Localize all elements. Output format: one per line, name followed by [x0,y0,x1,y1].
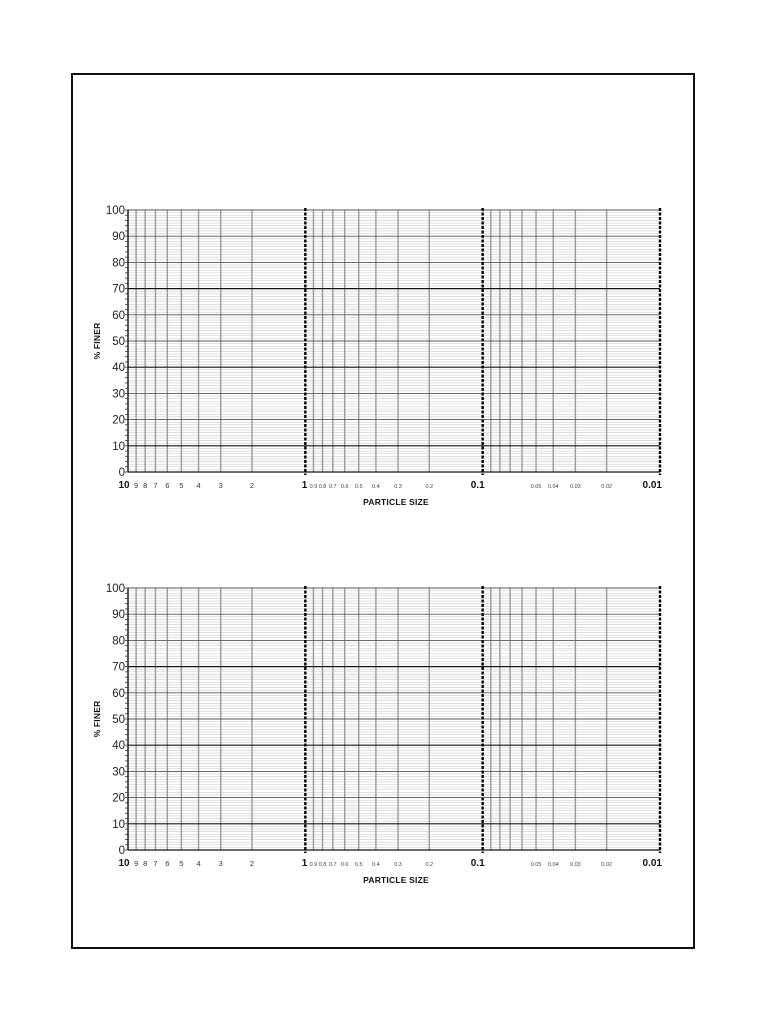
x-major-tick-label: 10 [118,480,130,491]
x-minor-tick-label: 0.4 [372,484,380,490]
x-minor-tick-label: 0.8 [318,862,327,868]
x-axis-title: PARTICLE SIZE [363,875,429,885]
y-tick-label: 50 [112,714,125,726]
y-tick-label: 90 [112,609,125,622]
x-minor-tick-label: 0.2 [425,862,434,868]
x-minor-tick-label: 7 [153,859,158,868]
y-tick-label: 80 [112,257,125,270]
x-minor-tick-label: 8 [143,859,148,868]
y-tick-label: 40 [112,362,125,375]
y-tick-label: 20 [112,414,125,427]
x-minor-tick-label: 0.7 [328,862,337,868]
y-tick-label: 100 [105,583,125,595]
x-minor-tick-label: 0.03 [570,862,581,868]
x-major-tick-label: 1 [301,858,308,869]
x-major-tick-label: 0.01 [642,480,662,491]
x-minor-tick-label: 2 [249,481,255,490]
x-minor-tick-label: 5 [179,859,184,868]
x-major-tick-label: 0.01 [642,858,662,869]
x-minor-tick-label: 0.04 [547,484,559,490]
x-major-tick-label: 0.1 [470,480,485,491]
x-minor-tick-label: 3 [218,481,223,490]
x-minor-tick-label: 0.03 [570,484,581,490]
x-minor-tick-label: 6 [165,859,170,868]
y-tick-label: 30 [112,766,125,779]
x-minor-tick-label: 0.02 [601,484,612,490]
x-minor-tick-label: 2 [249,859,255,868]
x-minor-tick-label: 0.5 [354,484,363,490]
x-minor-tick-label: 0.4 [372,862,380,868]
x-minor-tick-label: 0.2 [425,484,434,490]
y-tick-label: 60 [112,309,125,322]
x-major-tick-label: 10 [118,858,130,869]
x-minor-tick-label: 0.9 [309,484,318,490]
x-minor-tick-label: 0.6 [340,862,349,868]
x-minor-tick-label: 9 [134,481,139,490]
y-tick-label: 20 [112,792,125,805]
x-minor-tick-label: 4 [196,481,201,490]
grain-size-chart-bottom [0,573,768,893]
y-tick-label: 0 [118,845,125,857]
x-minor-tick-label: 0.7 [328,484,337,490]
y-tick-label: 30 [112,388,125,401]
x-major-tick-label: 1 [301,480,308,491]
y-tick-label: 100 [105,205,125,217]
x-minor-tick-label: 0.02 [601,862,612,868]
x-minor-tick-label: 0.05 [530,484,542,490]
x-minor-tick-label: 9 [134,859,139,868]
y-tick-label: 40 [112,740,125,753]
x-minor-tick-label: 0.9 [309,862,318,868]
y-tick-label: 10 [112,440,125,453]
y-axis-title: % FINER [92,700,102,738]
y-tick-label: 80 [112,635,125,648]
x-minor-tick-label: 0.8 [318,484,327,490]
x-minor-tick-label: 6 [165,481,170,490]
y-tick-label: 70 [112,283,125,296]
y-tick-label: 0 [118,467,125,479]
x-minor-tick-label: 0.05 [530,862,542,868]
x-minor-tick-label: 0.6 [340,484,349,490]
y-tick-label: 50 [112,336,125,348]
x-minor-tick-label: 0.3 [394,862,402,868]
grain-size-chart-top [0,195,768,515]
x-minor-tick-label: 3 [218,859,223,868]
y-tick-label: 90 [112,231,125,244]
y-tick-label: 10 [112,818,125,831]
x-minor-tick-label: 0.5 [354,862,363,868]
y-axis-title: % FINER [92,322,102,360]
x-minor-tick-label: 7 [153,481,158,490]
x-minor-tick-label: 0.04 [547,862,559,868]
x-minor-tick-label: 0.3 [394,484,402,490]
x-axis-title: PARTICLE SIZE [363,497,429,507]
x-major-tick-label: 0.1 [470,858,485,869]
y-tick-label: 60 [112,687,125,700]
x-minor-tick-label: 8 [143,481,148,490]
x-minor-tick-label: 4 [196,859,201,868]
x-minor-tick-label: 5 [179,481,184,490]
y-tick-label: 70 [112,661,125,674]
